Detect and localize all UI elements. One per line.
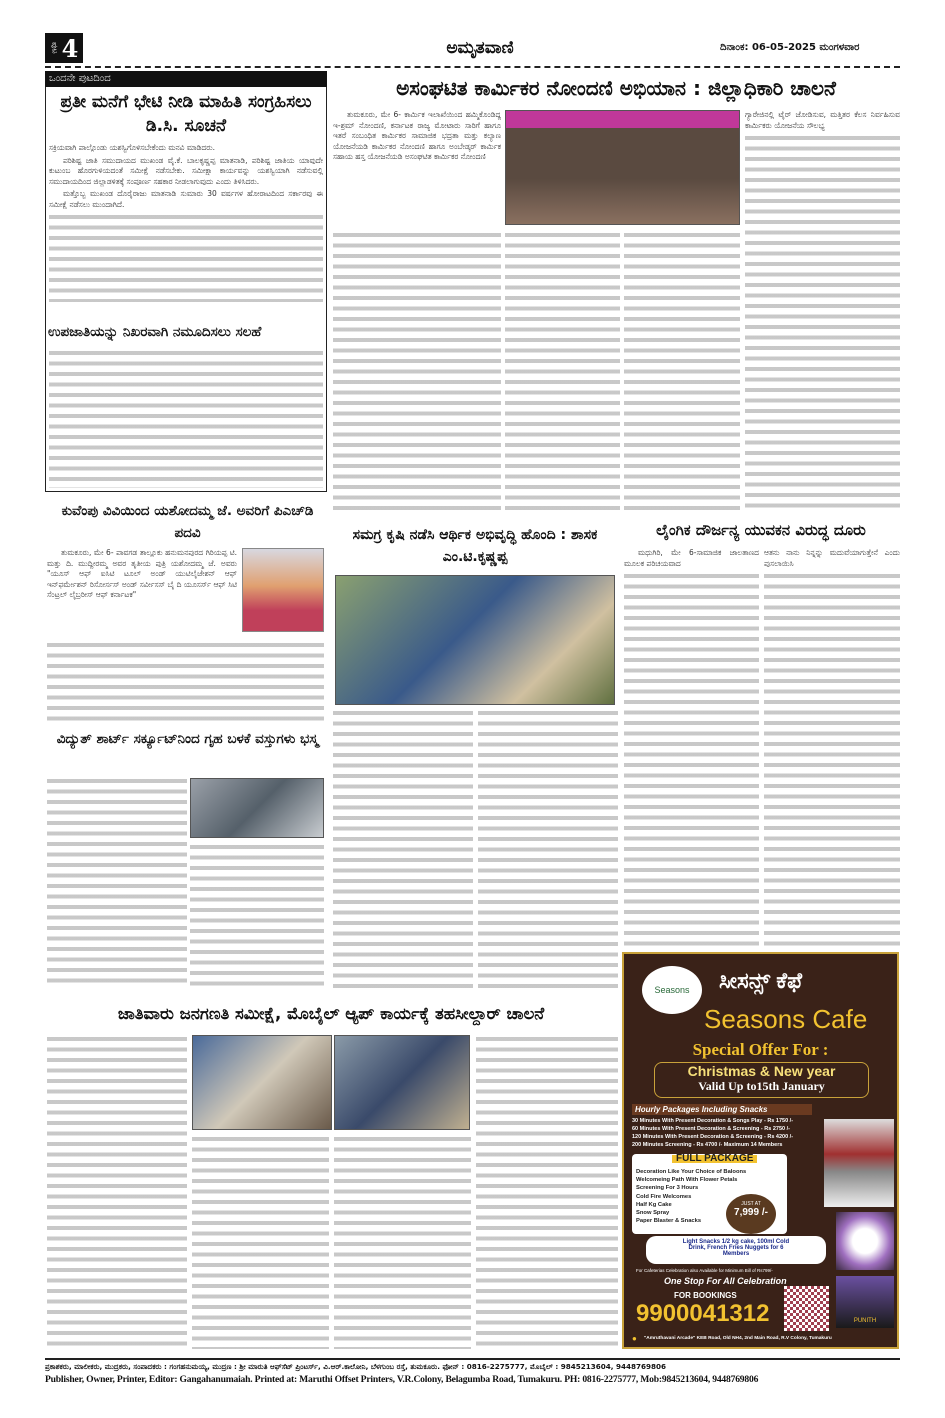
headline-harassment-complaint: ಲೈಂಗಿಕ ದೌರ್ಜನ್ಯ ಯುವಕನ ವಿರುದ್ಧ ದೂರು	[656, 521, 866, 539]
special-offer: Special Offer For :	[692, 1040, 829, 1059]
text-block	[624, 571, 759, 946]
text-block	[192, 1134, 329, 1349]
fire-damage-photo	[190, 778, 324, 838]
venue-photos	[824, 1119, 894, 1207]
harassment-article-col2: ಆತನು ನಾನು ನಿನ್ನನ್ನು ಮದುವೆಯಾಗುತ್ತೇನೆ ಎಂದು ಪುಸಲಾಯಿಸಿ	[764, 548, 900, 948]
main-article-lead: ತುಮಕೂರು, ಮೇ 6- ಕಾರ್ಮಿಕ ಇಲಾಖೆಯಿಂದ ಹಮ್ಮಿಕೊಂಡಿದ್ದ ಇ-ಶ್ರಮ್ ನೋಂದಣಿ, ಕರ್ನಾಟಕ ರಾಜ್ಯ ಮೋಟಾರು ಸಾರಿಗೆ ಹಾಗೂ ಇತರೆ ಸಂಬಂಧಿತ ಕಾರ್ಮಿಕರ ಸಾಮಾಜಿಕ ಭದ್ರತಾ ಮತ್ತು ಕಲ್ಯಾಣ ಯೋಜನೆಯಡಿ ಕಾರ್ಮಿಕರ ನೋಂದಣಿ ಹಾಗೂ ಅಂಬೇಡ್ಕರ್ ಕಾರ್ಮಿಕ ಸಹಾಯ ಹಸ್ತ ಯೋಜನೆಯಡಿ ಅಸಂಘಟಿತ ಕಾರ್ಮಿಕರ ನೋಂದಣಿ	[333, 110, 501, 161]
bookings-label: FOR BOOKINGS	[674, 1291, 737, 1300]
issue-date: ದಿನಾಂಕ: 06-05-2025 ಮಂಗಳವಾರ	[720, 42, 860, 53]
portrait-photo	[242, 548, 324, 632]
booking-phone: 9900041312	[636, 1300, 770, 1327]
text-block	[764, 571, 900, 946]
text-block	[333, 230, 501, 515]
imprint-english: Publisher, Owner, Printer, Editor: Gangahanumaiah. Printed at: Maruthi Offset Printers, V.R.Colony, Belagumba Road, Tumakuru. PH: 0816-2275777, Mob:9845213604, 9448769806	[45, 1374, 759, 1385]
text-block	[47, 1034, 187, 1349]
page-label: ಪುಟ	[50, 42, 60, 54]
cafe-name: Seasons Cafe	[704, 1004, 868, 1034]
text-block	[624, 230, 740, 515]
headline-phd: ಕುವೆಂಪು ವಿವಿಯಿಂದ ಯಶೋದಮ್ಮ ಜೆ. ಅವರಿಗೆ ಪಿಎಚ್‌ಡಿ ಪದವಿ	[61, 503, 314, 541]
headline-short-circuit: ವಿದ್ಯುತ್ ಶಾರ್ಟ್ ಸರ್ಕ್ಯೂಟ್‌ನಿಂದ ಗೃಹ ಬಳಕೆ ವಸ್ತುಗಳು ಭಸ್ಮ	[56, 731, 319, 747]
main-headline: ಅಸಂಘಟಿತ ಕಾರ್ಮಿಕರ ನೋಂದಣಿ ಅಭಿಯಾನ : ಜಿಲ್ಲಾಧಿಕಾರಿ ಚಾಲನೆ	[396, 76, 836, 100]
arch-photo	[836, 1212, 894, 1270]
full-package-box: FULL PACKAGE Decoration Like Your Choice of Baloons Welcomeing Path With Flower Petals Screening For 3 Hours Cold Fire Welcomes Half Kg Cake Snow Spray Paper Blaster & Snacks	[632, 1154, 787, 1234]
hourly-packages-list: 30 Minutes With Present Decoration & Songs Play - Rs 1750 /- 60 Minutes With Present Decoration & Screening - Rs 2750 /- 120 Minutes With Present Decoration & Screening - Rs 4200 /- 200 Minutes Screening - Rs 4700 /- Maximum 14 Members	[632, 1118, 794, 1148]
page-number-box	[45, 33, 83, 63]
headline-caste-census: ಜಾತಿವಾರು ಜನಗಣತಿ ಸಮೀಕ್ಷೆ, ಮೊಬೈಲ್ ಆ್ಯಪ್ ಕಾರ್ಯಕ್ಕೆ ತಹಸೀಲ್ದಾರ್ ಚಾಲನೆ	[117, 1004, 545, 1023]
footer-divider	[45, 1358, 900, 1360]
agriculture-event-photo	[335, 575, 615, 705]
census-event-photo-2	[334, 1035, 470, 1130]
price-badge: JUST AT 7,999 /-	[726, 1194, 776, 1234]
census-event-photo-1	[192, 1035, 332, 1130]
text-block	[745, 133, 900, 513]
tagline: One Stop For All Celebration	[664, 1276, 787, 1286]
registration-event-photo	[505, 110, 740, 225]
qr-code	[784, 1286, 829, 1331]
text-block	[334, 1134, 471, 1349]
text-block	[47, 776, 187, 988]
subhead-subcaste: ಉಪಜಾತಿಯನ್ನು ನಿಖರವಾಗಿ ನಮೂದಿಸಲು ಸಲಹೆ	[48, 324, 262, 340]
punith-photo: PUNITH	[836, 1276, 894, 1328]
cafe-name-kannada: ಸೀಸನ್ಸ್ ಕೆಫೆ	[719, 968, 803, 993]
cafe-logo: Seasons	[642, 966, 702, 1014]
text-block	[49, 212, 323, 302]
article-dc-survey-body: ಸಕ್ರಿಯವಾಗಿ ಪಾಲ್ಗೊಂಡು ಯಶಸ್ವಿಗೊಳಿಸಬೇಕೆಂದು ಮನವಿ ಮಾಡಿದರು. ಪರಿಶಿಷ್ಟ ಜಾತಿ ಸಮುದಾಯದ ಮುಖಂಡ ವೈ.ಕೆ. ಬಾಲಕೃಷ್ಣಪ್ಪ ಮಾತನಾಡಿ, ಪರಿಶಿಷ್ಟ ಜಾತಿಯ ಯಾವುದೇ ಕುಟುಂಬ ಹೊರಗುಳಿಯದಂತೆ ಸಮೀಕ್ಷೆ ನಡೆಸಬೇಕು. ಸಮೀಕ್ಷಾ ಕಾರ್ಯವನ್ನು ಯಶಸ್ವಿಯಾಗಿ ನಡೆಸುವಲ್ಲಿ ಸಮುದಾಯದಿಂದ ಜಿಲ್ಲಾಡಳಿತಕ್ಕೆ ಸಂಪೂರ್ಣ ಸಹಕಾರ ನೀಡಲಾಗುವುದು ಎಂದು ತಿಳಿಸಿದರು. ಮತ್ತೊಬ್ಬ ಮುಖಂಡ ದೊರೈರಾಜು ಮಾತನಾಡಿ ಸುಮಾರು 30 ವರ್ಷಗಳ ಹೋರಾಟದಿಂದ ಸರ್ಕಾರವು ಈ ಸಮೀಕ್ಷೆ ನಡೆಸಲು ಮುಂದಾಗಿದೆ.	[49, 143, 323, 321]
text-block	[49, 348, 323, 488]
hourly-packages-title: Hourly Packages Including Snacks	[632, 1104, 812, 1115]
article-phd-body: ತುಮಕೂರು, ಮೇ 6- ಪಾವಗಡ ತಾಲ್ಲೂಕು ಹನುಮನಪುರದ ಗಿರಿಯಪ್ಪ ಟಿ. ಮತ್ತು ದಿ. ಮುದ್ದೀರಮ್ಮ ಅವರ ತೃತೀಯ ಪುತ್ರಿ ಯಶೋದಮ್ಮ ಜೆ. ಅವರು "ಯೂಸ್ ಆಫ್ ಐಸಿಟಿ ಟೂಲ್ ಅಂಡ್ ಯುಟಿಲೈಜೇಶನ್ ಆಫ್ ಇನ್‌ಫರ್ಮೇಶನ್ ರಿಸೋರ್ಸಸ್ ಅಂಡ್ ಸರ್ವೀಸಸ್ ಬೈ ದಿ ಯೂಸರ್ಸ್ ಆಫ್ ಸಿಟಿ ಸೆಂಟ್ರಲ್ ಲೈಬ್ರರೀಸ್ ಆಫ್ ಕರ್ನಾಟಕ"	[47, 548, 237, 599]
cafeteria-note: For Cafeterias Celebration also Available for Minimum Bill of Rs799/-	[636, 1268, 773, 1273]
harassment-article-col1: ಮಧುಗಿರಿ, ಮೇ 6-ಸಾಮಾಜಿಕ ಜಾಲತಾಣದ ಮೂಲಕ ಪರಿಚಯವಾದ	[624, 548, 759, 948]
headline-dc-survey: ಪ್ರತೀ ಮನೆಗೆ ಭೇಟಿ ನೀಡಿ ಮಾಹಿತಿ ಸಂಗ್ರಹಿಸಲು ಡಿ.ಸಿ. ಸೂಚನೆ	[60, 92, 312, 136]
snacks-box: Light Snacks 1/2 kg cake, 100ml Cold Drink, French Fries Nuggets for 6 Members	[646, 1236, 826, 1264]
continued-label: ಒಂದನೇ ಪುಟದಿಂದ	[45, 71, 327, 87]
main-article-right: ಗ್ಯಾರೇಜಿನಲ್ಲಿ ಟೈರ್ ಜೋಡಿಸುವ, ಮತ್ತಿತರ ಕೆಲಸ ನಿರ್ವಹಿಸುವ ಕಾರ್ಮಿಕರು ಯೋಜನೆಯ ಸೌಲಭ್ಯ	[745, 110, 900, 515]
text-block	[476, 1034, 618, 1349]
masthead-divider	[45, 66, 900, 68]
headline-agriculture: ಸಮಗ್ರ ಕೃಷಿ ನಡೆಸಿ ಆರ್ಥಿಕ ಅಭಿವೃದ್ಧಿ ಹೊಂದಿ : ಶಾಸಕ ಎಂ.ಟಿ.ಕೃಷ್ಣಪ್ಪ	[352, 527, 598, 565]
imprint-kannada: ಪ್ರಕಾಶಕರು, ಮಾಲೀಕರು, ಮುದ್ರಕರು, ಸಂಪಾದಕರು : ಗಂಗಹನುಮಯ್ಯ, ಮುದ್ರಣ : ಶ್ರೀ ಮಾರುತಿ ಆಫ್‌ಸೆಟ್ ಪ್ರಿಂಟರ್ಸ್, ವಿ.ಆರ್.ಕಾಲೋನಿ, ಬೆಳಗುಂಬ ರಸ್ತೆ, ತುಮಕೂರು. ಫೋನ್ : 0816-2275777, ಮೊಬೈಲ್ : 9845213604, 9448769806	[45, 1362, 667, 1371]
cafe-address: "Amruthavani Arcade" KEB Road, Old NH4, 2nd Main Road, R.V Colony, Tumakuru	[644, 1336, 832, 1341]
page-number: 4	[61, 33, 79, 63]
text-block	[505, 230, 620, 515]
text-block	[333, 708, 473, 990]
text-block	[478, 708, 618, 990]
text-block	[190, 842, 324, 988]
occasion-banner: Christmas & New year Valid Up to15th January	[654, 1062, 869, 1098]
seasons-cafe-advertisement	[622, 952, 899, 1349]
paper-name: ಅಮೃತವಾಣಿ	[446, 38, 514, 58]
location-icon: ●	[632, 1334, 637, 1343]
text-block	[47, 640, 324, 722]
